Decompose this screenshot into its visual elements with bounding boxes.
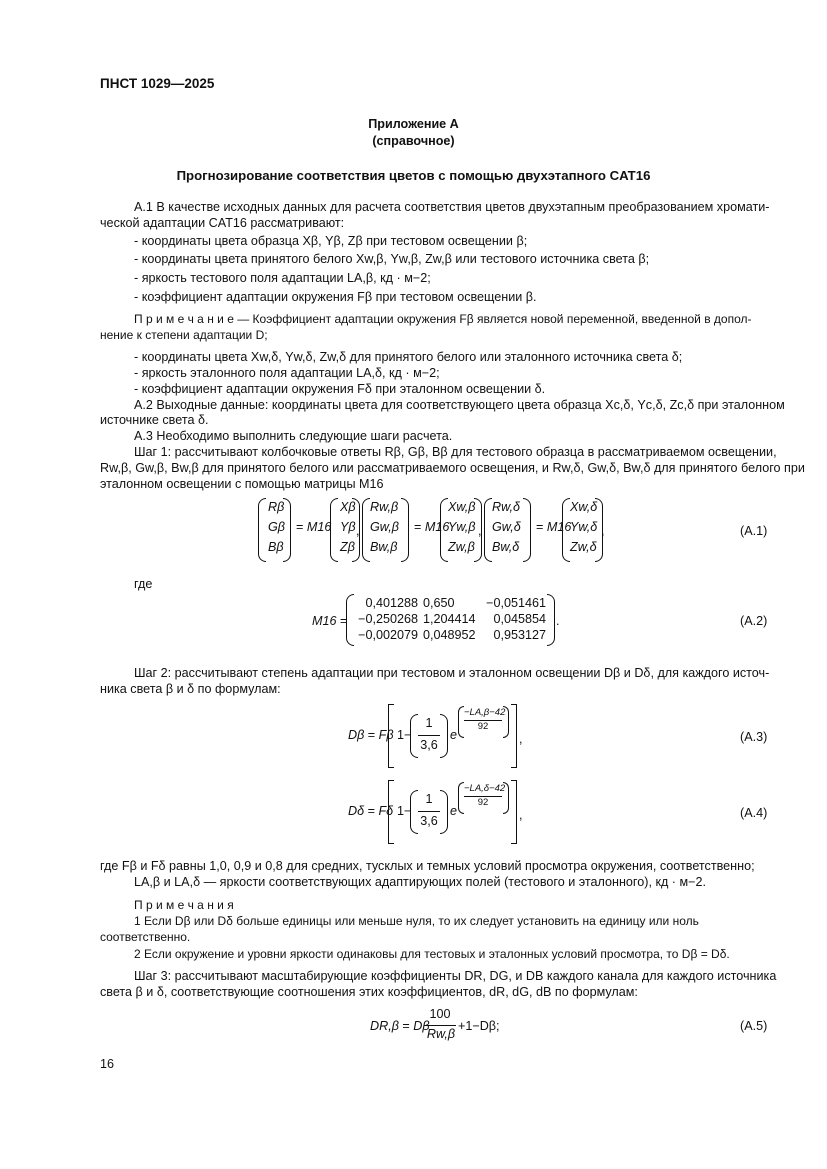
a4-frac-num: 1 xyxy=(425,792,433,806)
a1-c2-r2: Yβ xyxy=(340,520,356,534)
a1-m16-1: M16 xyxy=(306,520,332,534)
appendix-title: Приложение А xyxy=(368,117,459,131)
a1-c4-r1: Xw,β xyxy=(448,500,476,514)
a3-line: А.3 Необходимо выполнить следующие шаги расчета. xyxy=(134,429,453,443)
a2-r3-c1: −0,002079 xyxy=(358,628,418,642)
equation-a5: DR,β = Dβ 100 Rw,β +1−Dβ; (A.5) xyxy=(370,1007,768,1041)
a3-frac-den: 3,6 xyxy=(420,738,438,752)
note-item-1-line-2: соответственно. xyxy=(100,930,191,944)
a2-r3-c2: 0,048952 xyxy=(423,628,476,642)
note-item-1-line-1: 1 Если Dβ или Dδ больше единицы или меньше нуля, то их следует установить на единицу или ноль xyxy=(134,914,699,928)
equation-a3: Dβ = Fβ 1− 1 3,6 e −LA,β−42 92 , (A.3) xyxy=(0,704,827,770)
step3-line-1: Шаг 3: рассчитывают масштабирующие коэффициенты DR, DG, и DB каждого канала для каждого источника xyxy=(134,969,777,983)
a1-c1-r1: Rβ xyxy=(268,500,285,514)
a1-c5-r2: Gw,δ xyxy=(492,520,521,534)
input-bullet-4: - коэффициент адаптации окружения Fβ при тестовом освещении β. xyxy=(134,290,537,304)
equation-a1: Rβ Gβ Bβ = M16 Xβ Yβ Zβ , Rw,β Gw,β Bw,β = M16 Xw,β Yw,β Zw,β , Rw,δ Gw,δ Bw,δ = M16 Xw,δ Yw,δ Zw,δ , (A.1) xyxy=(0,496,827,566)
a2-r3-c3: 0,953127 xyxy=(493,628,546,642)
a1-c2-r3: Zβ xyxy=(340,540,355,554)
a1-c1-r2: Gβ xyxy=(268,520,285,534)
input-bullet-2: - координаты цвета принятого белого Xw,β, Yw,β, Zw,β или тестового источника света β; xyxy=(134,252,650,266)
after-formulas-line-1: где Fβ и Fδ равны 1,0, 0,9 и 0,8 для средних, тусклых и темных условий просмотра окружения, соответственно; xyxy=(100,859,755,873)
a4-frac-den: 3,6 xyxy=(420,814,438,828)
input-bullet-6: - яркость эталонного поля адаптации LA,δ, кд · м−2; xyxy=(134,366,440,380)
a3-exp-num: −LA,β−42 xyxy=(464,707,506,718)
page-number: 16 xyxy=(100,1057,115,1071)
a1-line-1: А.1 В качестве исходных данных для расчета соответствия цветов двухэтапным преобразованием хромати- xyxy=(134,200,770,214)
a5-d: Dβ xyxy=(413,1019,430,1033)
step2-line-1: Шаг 2: рассчитывают степень адаптации при тестовом и эталонном освещении Dβ и Dδ, для каждого источ- xyxy=(134,666,770,680)
a1-c6-r2: Yw,δ xyxy=(570,520,598,534)
equation-a1-number: (A.1) xyxy=(740,524,768,538)
notes-title: П р и м е ч а н и я xyxy=(134,898,234,912)
a4-f: Fδ xyxy=(378,804,394,818)
a4-exp-den: 92 xyxy=(477,797,489,808)
a1-c3-r2: Gw,β xyxy=(370,520,399,534)
a4-e: e xyxy=(450,804,458,818)
a3-e: e xyxy=(450,728,458,742)
a1-c1-r3: Bβ xyxy=(268,540,284,554)
step1-line-3: эталонном освещении с помощью матрицы M16 xyxy=(100,477,384,491)
note-item-2: 2 Если окружение и уровни яркости одинаковы для тестовых и эталонных условий просмотра, то Dβ = Dδ. xyxy=(134,947,730,961)
a2-r1-c3: −0,051461 xyxy=(486,596,546,610)
input-bullet-1: - координаты цвета образца Xβ, Yβ, Zβ при тестовом освещении β; xyxy=(134,234,528,248)
equation-a5-number: (A.5) xyxy=(740,1019,768,1033)
a2-r2-c3: 0,045854 xyxy=(493,612,546,626)
a5-rest: +1−Dβ; xyxy=(458,1019,500,1033)
a2-line-1: А.2 Выходные данные: координаты цвета для соответствующего цвета образца Xc,δ, Yc,δ, Zc,δ при эталонном xyxy=(134,398,785,412)
a3-f: Fβ xyxy=(378,728,394,742)
a5-frac-den: Rw,β xyxy=(426,1027,456,1041)
input-bullet-3: - яркость тестового поля адаптации LA,β, кд · м−2; xyxy=(134,271,431,285)
a1-c2-r1: Xβ xyxy=(340,500,356,514)
a1-c3-r3: Bw,β xyxy=(370,540,398,554)
a1-m16-2: M16 xyxy=(424,520,450,534)
a4-lhs: Dδ xyxy=(348,804,365,818)
a4-exp-num: −LA,δ−42 xyxy=(464,783,506,794)
equation-a2: M16 = 0,401288 0,650 −0,051461 −0,250268 1,204414 0,045854 −0,002079 0,048952 0,953127 . (A.2) xyxy=(0,594,827,650)
note-1-line-1: П р и м е ч а н и е — Коэффициент адаптации окружения Fβ является новой переменной, введенной в допол- xyxy=(134,312,752,326)
a5-lhs: DR,β xyxy=(370,1019,399,1033)
a2-r1-c2: 0,650 xyxy=(423,596,455,610)
appendix-heading: Прогнозирование соответствия цветов с помощью двухэтапного CAT16 xyxy=(176,168,651,183)
a1-c6-r1: Xw,δ xyxy=(570,500,598,514)
a2-r2-c2: 1,204414 xyxy=(423,612,476,626)
a2-line-2: источнике света δ. xyxy=(100,413,209,427)
a2-r2-c1: −0,250268 xyxy=(358,612,418,626)
a3-one: 1 xyxy=(397,728,405,742)
equation-a4: Dδ = Fδ 1− 1 3,6 e −LA,δ−42 92 , (A.4) xyxy=(0,780,827,846)
a2-r1-c1: 0,401288 xyxy=(365,596,418,610)
a1-c3-r1: Rw,β xyxy=(370,500,399,514)
a5-frac-num: 100 xyxy=(429,1007,451,1021)
step1-line-1: Шаг 1: рассчитывают колбочковые ответы Rβ, Gβ, Bβ для тестового образца в рассматриваемом освещении, xyxy=(134,445,777,459)
a3-exp-den: 92 xyxy=(477,721,489,732)
a1-line-2: ческой адаптации CAT16 рассматривают: xyxy=(100,216,345,230)
a3-frac-num: 1 xyxy=(425,716,433,730)
a1-m16-3: M16 xyxy=(546,520,572,534)
equation-a4-number: (A.4) xyxy=(740,806,768,820)
equation-a2-number: (A.2) xyxy=(740,614,768,628)
where-label: где xyxy=(134,577,153,591)
after-formulas-line-2: LA,β и LA,δ — яркости соответствующих адаптирующих полей (тестового и эталонного), кд · м−2. xyxy=(134,875,707,889)
input-bullet-5: - координаты цвета Xw,δ, Yw,δ, Zw,δ для принятого белого или эталонного источника света δ; xyxy=(134,350,683,364)
a2-label: M16 xyxy=(312,614,337,628)
step1-line-2: Rw,β, Gw,β, Bw,β для принятого белого или рассматриваемого освещения, и Rw,δ, Gw,δ, Bw,δ для принятого белого при xyxy=(100,461,805,475)
a1-c5-r3: Bw,δ xyxy=(492,540,520,554)
equation-a3-number: (A.3) xyxy=(740,730,768,744)
step3-line-2: света β и δ, соответствующие соотношения этих коэффициентов, dR, dG, dB по формулам: xyxy=(100,985,638,999)
appendix-subtitle: (справочное) xyxy=(372,134,455,148)
a1-c4-r3: Zw,β xyxy=(448,540,475,554)
a1-c6-r3: Zw,δ xyxy=(570,540,597,554)
note-1-line-2: нение к степени адаптации D; xyxy=(100,328,268,342)
input-bullet-7: - коэффициент адаптации окружения Fδ при эталонном освещении δ. xyxy=(134,382,546,396)
doc-id: ПНСТ 1029—2025 xyxy=(100,76,215,91)
step2-line-2: ника света β и δ по формулам: xyxy=(100,682,281,696)
a3-lhs: Dβ xyxy=(348,728,365,742)
a1-c5-r1: Rw,δ xyxy=(492,500,520,514)
a1-c4-r2: Yw,β xyxy=(448,520,476,534)
a4-one: 1 xyxy=(397,804,405,818)
